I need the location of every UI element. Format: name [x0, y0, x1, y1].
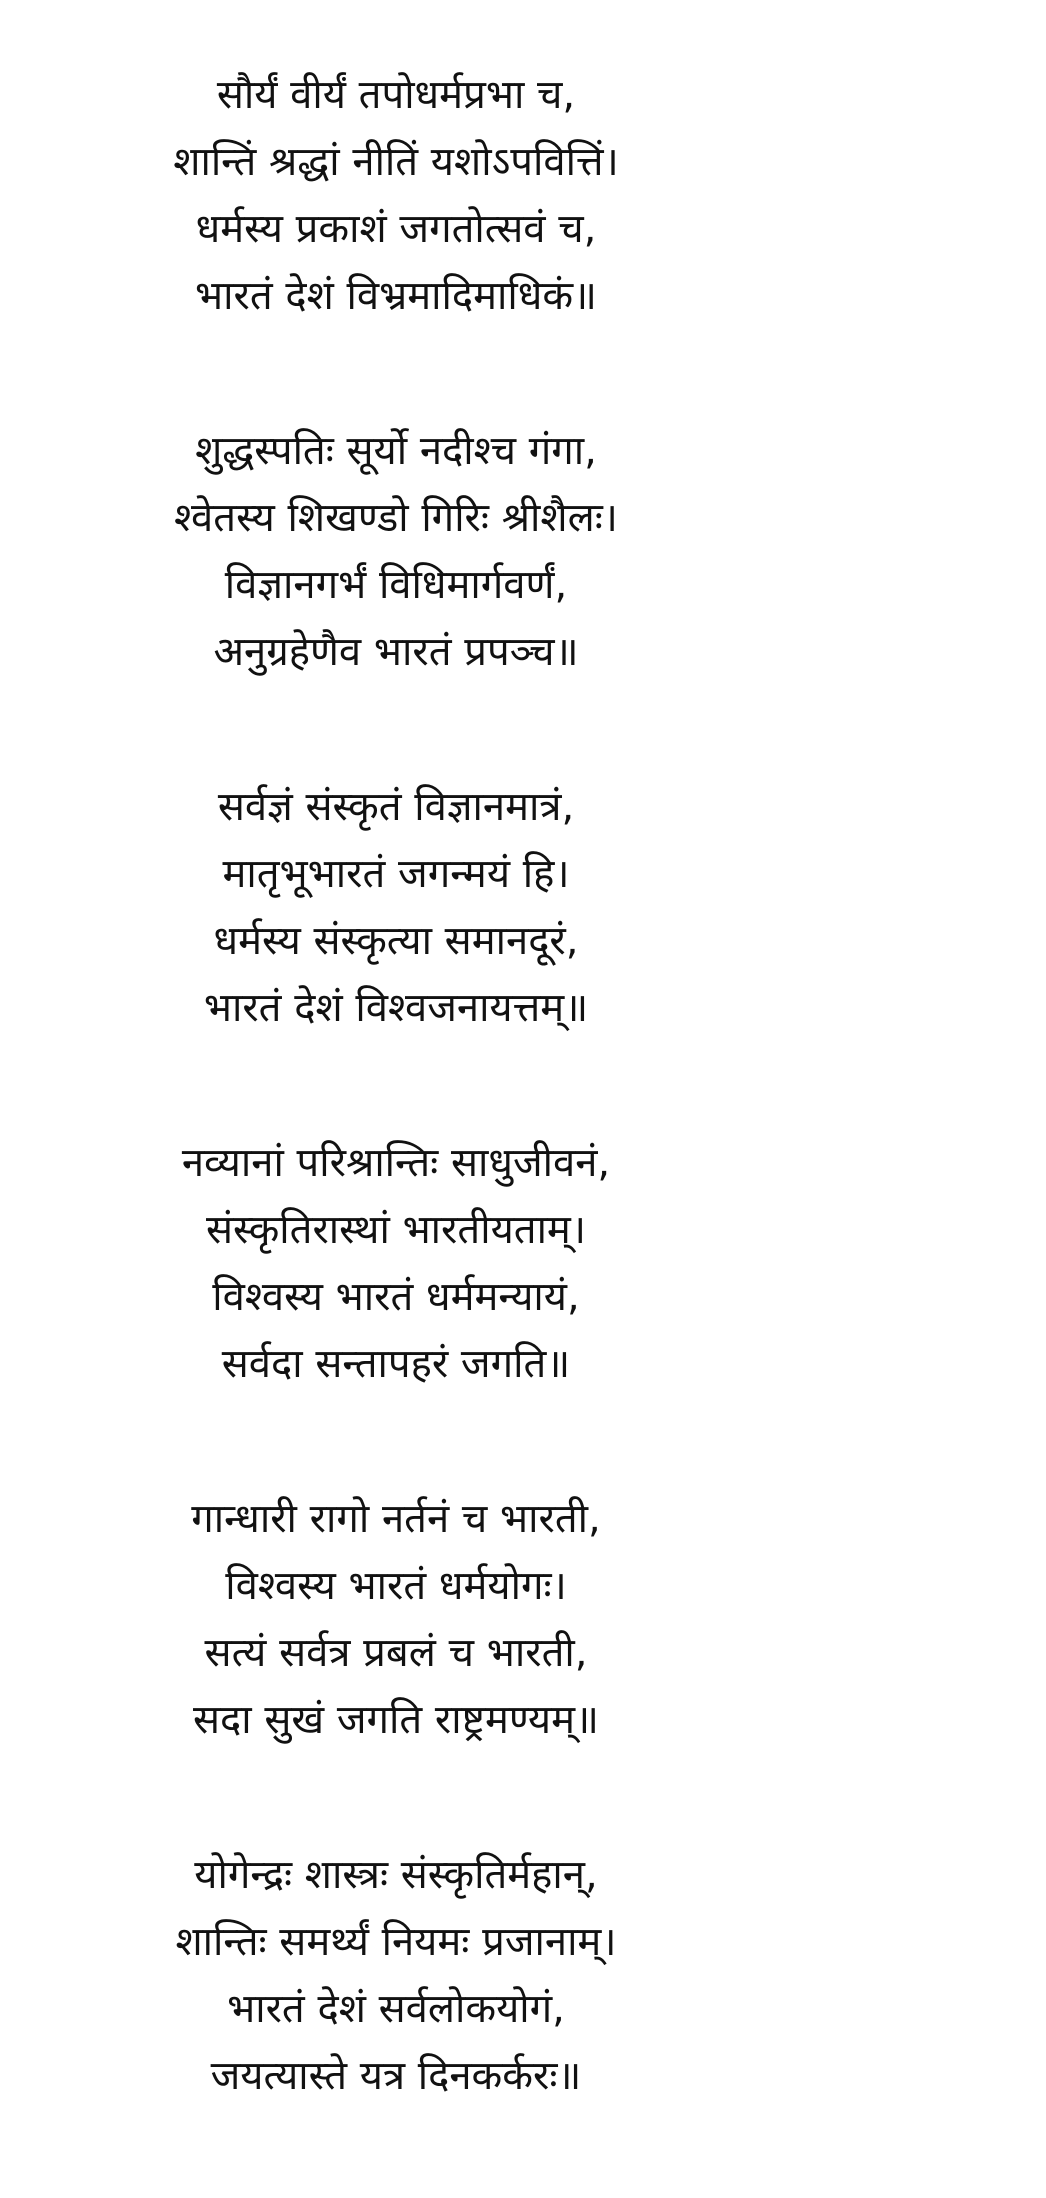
- stanza-2: [0, 418, 792, 686]
- verse-line: संस्कृतिरास्थां भारतीयताम्।: [205, 1207, 587, 1253]
- verse-line: सत्यं सर्वत्र प्रबलं च भारती,: [204, 1630, 588, 1676]
- verse-line: सौर्यं वीर्यं तपोधर्मप्रभा च,: [216, 72, 576, 118]
- verse-line: भारतं देशं सर्वलोकयोगं,: [227, 1986, 565, 2032]
- verse-line: शुद्धस्पतिः सूर्यो नदीश्च गंगा,: [195, 428, 597, 474]
- verse-line: विश्वस्य भारतं धर्मयोगः।: [225, 1563, 567, 1609]
- verse-line: भारतं देशं विभ्रमादिमाधिकं॥: [194, 273, 598, 319]
- verse-line: नव्यानां परिश्रान्तिः साधुजीवनं,: [181, 1140, 611, 1186]
- stanza-6: [0, 1842, 792, 2110]
- poem: [0, 62, 792, 2198]
- verse-line: विज्ञानगर्भं विधिमार्गवर्णं,: [224, 562, 568, 608]
- verse-line: सर्वज्ञं संस्कृतं विज्ञानमात्रं,: [217, 784, 575, 830]
- verse-line: योगेन्द्रः शास्त्रः संस्कृतिर्महान्,: [194, 1852, 598, 1898]
- stanza-4: [0, 1130, 792, 1398]
- verse-line: विश्वस्य भारतं धर्ममन्यायं,: [212, 1274, 580, 1320]
- verse-line: जयत्यास्ते यत्र दिनकर्करः॥: [210, 2053, 582, 2099]
- verse-line: गान्धारी रागो नर्तनं च भारती,: [191, 1496, 601, 1542]
- stanza-5: [0, 1486, 792, 1754]
- verse-line: धर्मस्य प्रकाशं जगतोत्सवं च,: [195, 206, 597, 252]
- verse-line: सर्वदा सन्तापहरं जगति॥: [221, 1341, 571, 1387]
- verse-line: सदा सुखं जगति राष्ट्रमण्यम्॥: [193, 1697, 599, 1743]
- stanza-1: [0, 62, 792, 330]
- verse-line: धर्मस्य संस्कृत्या समानदूरं,: [213, 918, 579, 964]
- verse-line: अनुग्रहेणैव भारतं प्रपञ्च॥: [213, 629, 579, 675]
- verse-line: श्वेतस्य शिखण्डो गिरिः श्रीशैलः।: [174, 495, 618, 541]
- verse-line: शान्तिः समर्थ्यं नियमः प्रजानाम्।: [175, 1919, 617, 1965]
- verse-line: शान्तिं श्रद्धां नीतिं यशोऽपवित्तिं।: [173, 139, 619, 185]
- verse-line: भारतं देशं विश्वजनायत्तम्॥: [203, 985, 589, 1031]
- stanza-3: [0, 774, 792, 1042]
- verse-line: मातृभूभारतं जगन्मयं हि।: [222, 851, 570, 897]
